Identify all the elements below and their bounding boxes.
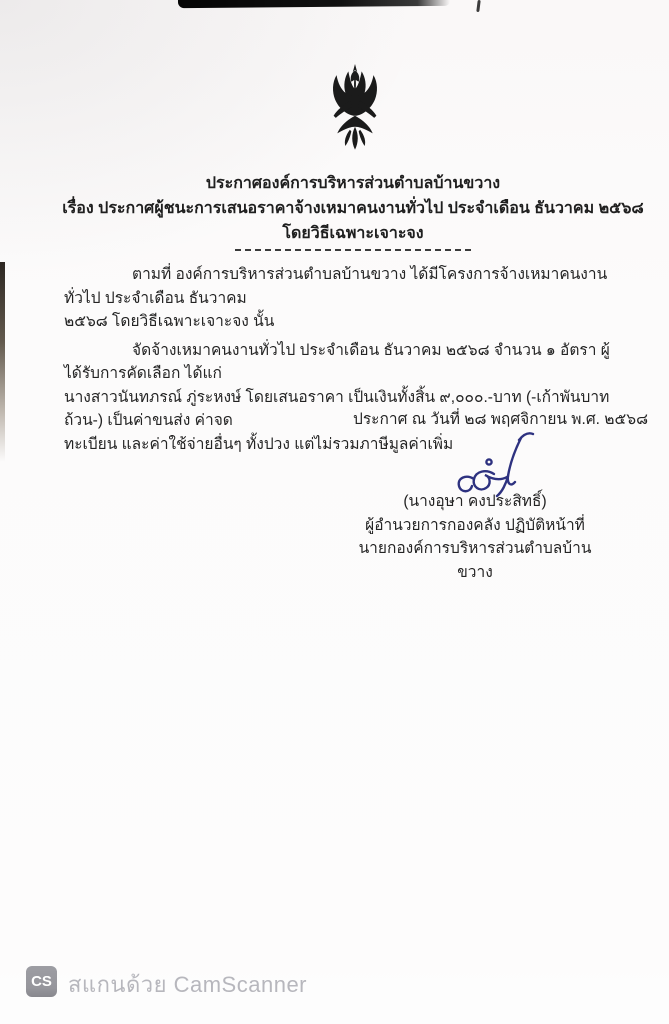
scan-artifact-top-tick bbox=[476, 0, 480, 12]
signer-block bbox=[350, 490, 600, 584]
announcement-subject: เรื่อง ประกาศผู้ชนะการเสนอราคาจ้างเหมาคนงานทั่วไป ประจำเดือน ธันวาคม ๒๕๖๘ bbox=[62, 200, 644, 217]
paragraph2-line: จัดจ้างเหมาคนงานทั่วไป ประจำเดือน ธันวาคม ๒๕๖๘ จำนวน ๑ อัตรา ผู้ได้รับการคัดเลือก ได้แก่ bbox=[64, 341, 610, 382]
scan-artifact-left-edge bbox=[0, 262, 5, 462]
announcement-date-line: ประกาศ ณ วันที่ ๒๘ พฤศจิกายน พ.ศ. ๒๕๖๘ bbox=[353, 411, 649, 428]
scan-artifact-top-smear bbox=[178, 0, 450, 8]
camscanner-logo-icon: CS bbox=[26, 966, 57, 997]
garuda-emblem-icon bbox=[318, 64, 392, 160]
announcement-method: โดยวิธีเฉพาะเจาะจง bbox=[282, 225, 424, 242]
title-block bbox=[37, 171, 669, 246]
paragraph2-line: นางสาวนันทภรณ์ ภู่ระหงษ์ โดยเสนอราคา เป็นเงินทั้งสิ้น ๙,๐๐๐.-บาท (-เก้าพันบาทถ้วน-) เป็นค่าขนส่ง ค่าจด bbox=[64, 388, 610, 429]
camscanner-scan-text: สแกนด้วย CamScanner bbox=[68, 972, 308, 997]
paragraph1-line: ๒๕๖๘ โดยวิธีเฉพาะเจาะจง นั้น bbox=[64, 313, 275, 330]
signer-position-line1: ผู้อำนวยการกองคลัง ปฏิบัติหน้าที่ bbox=[365, 516, 585, 534]
signer-name: (นางอุษา คงประสิทธิ์) bbox=[403, 493, 547, 510]
paragraph1-line: ตามที่ องค์การบริหารส่วนตำบลบ้านขวาง ได้มีโครงการจ้างเหมาคนงานทั่วไป ประจำเดือน ธันวาคม bbox=[64, 266, 608, 307]
signer-position-line2: นายกองค์การบริหารส่วนตำบลบ้านขวาง bbox=[358, 540, 592, 581]
paragraph2-line: ทะเบียน และค่าใช้จ่ายอื่นๆ ทั้งปวง แต่ไม่รวมภาษีมูลค่าเพิ่ม bbox=[64, 435, 454, 453]
announcement-title: ประกาศองค์การบริหารส่วนตำบลบ้านขวาง bbox=[205, 175, 501, 192]
camscanner-watermark bbox=[0, 960, 669, 1024]
dashed-divider bbox=[235, 249, 471, 251]
handwritten-signature bbox=[428, 430, 546, 498]
